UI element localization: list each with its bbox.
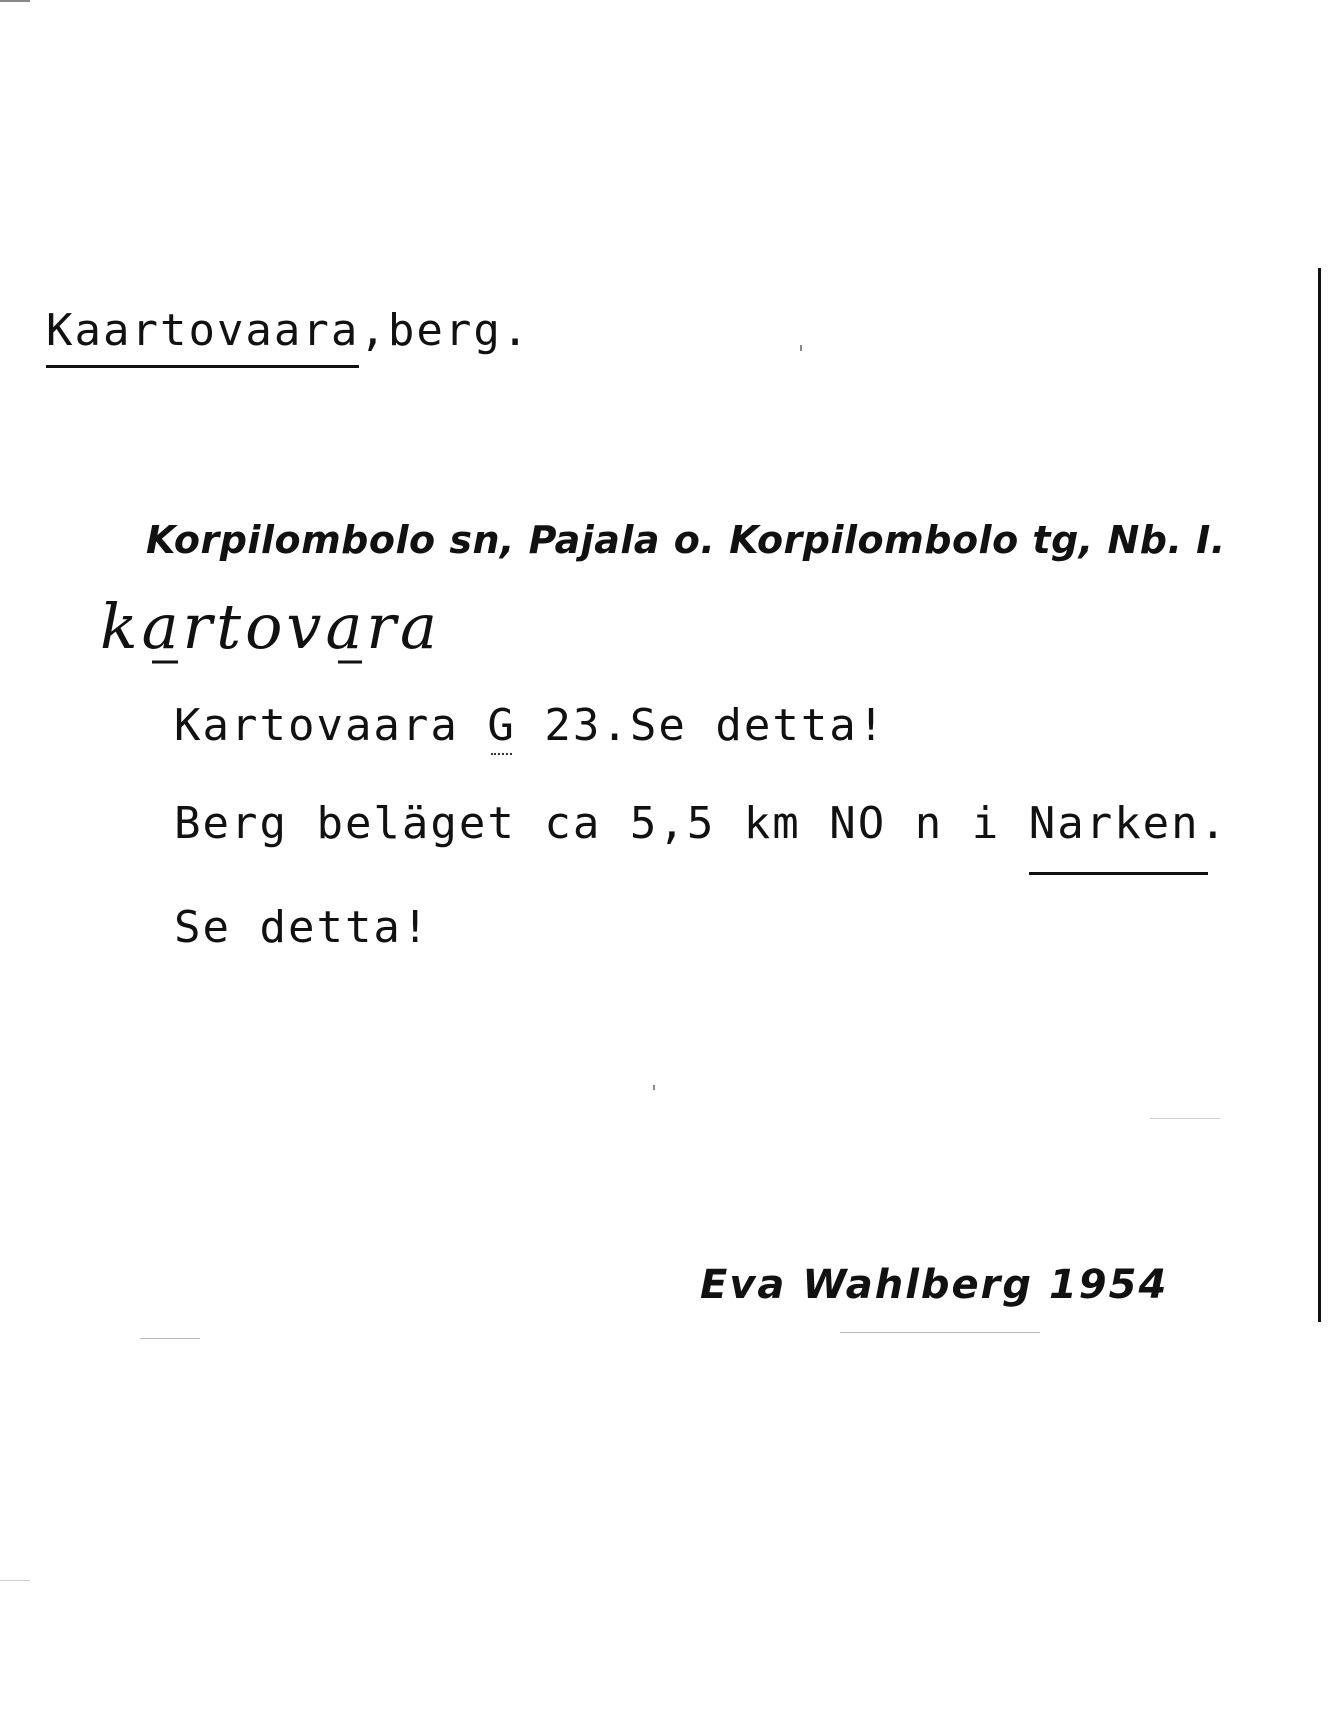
- scan-speck: [840, 1332, 1040, 1333]
- handwritten-pronunciation: [100, 590, 500, 680]
- reference-mark: G: [487, 700, 516, 751]
- see-also-line: Se detta!: [174, 902, 431, 953]
- headword-line: [46, 305, 530, 356]
- reference-name: Kartovaara: [174, 700, 459, 751]
- reference-line: [174, 700, 886, 751]
- description-place: Narken: [1028, 798, 1200, 849]
- headword-suffix: ,berg.: [359, 305, 531, 356]
- location-line: Korpilombolo sn, Pajala o. Korpilombolo tg, Nb. I.: [146, 518, 1226, 562]
- signature: Eva Wahlberg 1954: [700, 1262, 1169, 1308]
- description-line: [174, 798, 1228, 849]
- scan-speck: [653, 1085, 655, 1090]
- handwritten-pronunciation-text: kartovara: [100, 590, 442, 663]
- description-end: .: [1199, 798, 1229, 849]
- scan-speck: [1150, 1118, 1220, 1119]
- description-text: Berg beläget ca 5,5 km NO n i: [174, 798, 1001, 849]
- scan-speck: [800, 345, 802, 351]
- headword: Kaartovaara: [46, 305, 360, 356]
- scan-speck: [0, 1580, 30, 1581]
- scan-speck: [0, 0, 30, 2]
- scan-speck: [140, 1338, 200, 1339]
- reference-rest: 23.Se detta!: [544, 700, 887, 751]
- card-right-border: [1318, 268, 1321, 1322]
